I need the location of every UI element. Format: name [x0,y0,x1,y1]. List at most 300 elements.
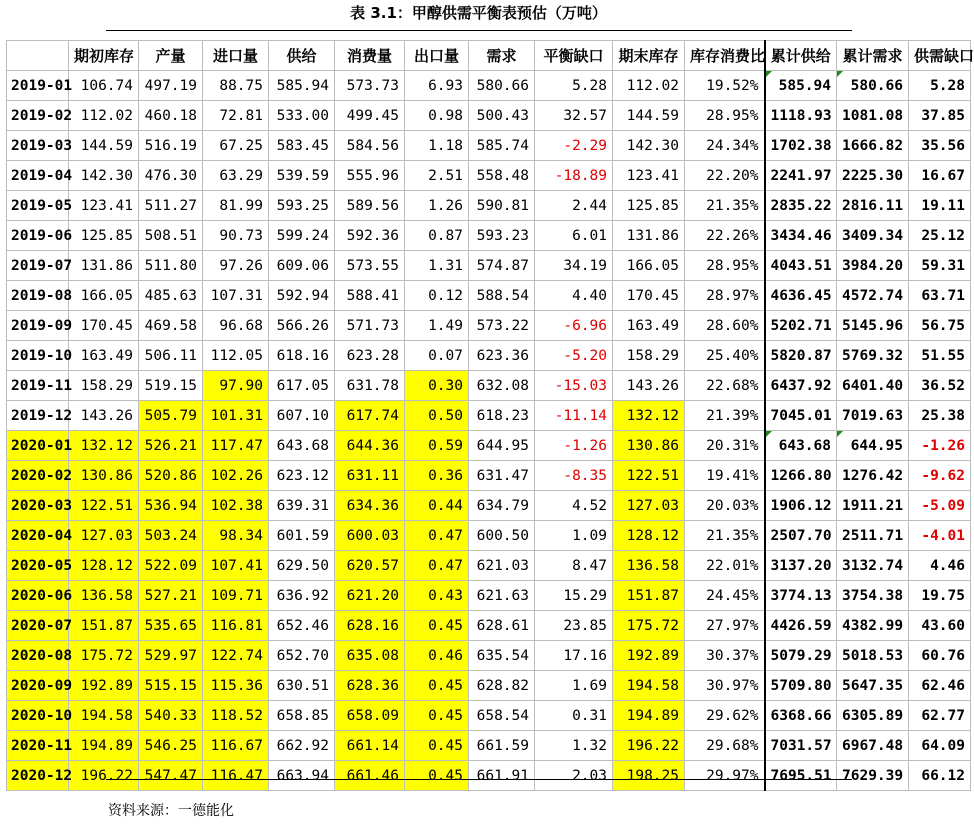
row-date: 2020-11 [7,731,69,761]
table-cell: 151.87 [69,611,139,641]
table-cell: 0.45 [405,731,469,761]
table-cell: 540.33 [139,701,203,731]
table-cell: 127.03 [69,521,139,551]
table-cell: 175.72 [69,641,139,671]
table-cell: 0.12 [405,281,469,311]
table-cell: 652.46 [269,611,335,641]
table-cell: 144.59 [613,101,685,131]
table-cell: 123.41 [613,161,685,191]
column-header: 消费量 [335,41,405,71]
table-cell: 28.95% [685,101,765,131]
table-cell: 644.95 [837,431,909,461]
table-cell: 30.37% [685,641,765,671]
table-cell: 23.85 [535,611,613,641]
table-cell: 158.29 [613,341,685,371]
table-cell: 163.49 [613,311,685,341]
row-date: 2019-01 [7,71,69,101]
table-cell: 19.52% [685,71,765,101]
table-cell: 170.45 [69,311,139,341]
column-header: 库存消费比 [685,41,765,71]
table-cell: 132.12 [613,401,685,431]
table-cell: 194.58 [613,671,685,701]
table-cell: 192.89 [613,641,685,671]
table-cell: 663.94 [269,761,335,791]
table-cell: 4.52 [535,491,613,521]
table-row [7,221,971,251]
table-cell: 5.28 [909,71,971,101]
table-cell: 128.12 [613,521,685,551]
table-cell: 574.87 [469,251,535,281]
table-cell: 22.26% [685,221,765,251]
table-cell: 661.14 [335,731,405,761]
table-row [7,611,971,641]
table-cell: 508.51 [139,221,203,251]
table-row [7,131,971,161]
table-row [7,401,971,431]
table-cell: 658.85 [269,701,335,731]
table-cell: 607.10 [269,401,335,431]
table-cell: 194.58 [69,701,139,731]
table-cell: 143.26 [69,401,139,431]
table-cell: 583.45 [269,131,335,161]
table-cell: 7019.63 [837,401,909,431]
table-cell: 644.36 [335,431,405,461]
table-cell: 558.48 [469,161,535,191]
table-cell: 59.31 [909,251,971,281]
table-cell: 194.89 [69,731,139,761]
bottom-rule [106,779,852,780]
table-cell: 116.47 [203,761,269,791]
table-cell: 136.58 [69,581,139,611]
table-cell: 1276.42 [837,461,909,491]
table-cell: 0.87 [405,221,469,251]
table-cell: 547.47 [139,761,203,791]
table-cell: 62.77 [909,701,971,731]
table-cell: 81.99 [203,191,269,221]
table-cell: 15.29 [535,581,613,611]
table-cell: 19.75 [909,581,971,611]
table-cell: 20.03% [685,491,765,521]
table-cell: -8.35 [535,461,613,491]
table-cell: 3132.74 [837,551,909,581]
table-cell: 0.44 [405,491,469,521]
table-cell: 628.82 [469,671,535,701]
table-cell: 5709.80 [765,671,837,701]
table-cell: 28.95% [685,251,765,281]
table-cell: 5079.29 [765,641,837,671]
table-cell: 573.55 [335,251,405,281]
table-cell: 580.66 [469,71,535,101]
table-cell: 22.20% [685,161,765,191]
table-cell: 2835.22 [765,191,837,221]
table-cell: 4636.45 [765,281,837,311]
table-cell: 101.31 [203,401,269,431]
table-cell: 643.68 [269,431,335,461]
table-cell: 64.09 [909,731,971,761]
supply-demand-table [6,40,974,791]
table-cell: 131.86 [69,251,139,281]
column-header: 期末库存 [613,41,685,71]
table-cell: 511.80 [139,251,203,281]
table-cell: 1081.08 [837,101,909,131]
table-cell: 29.68% [685,731,765,761]
table-cell: 585.94 [765,71,837,101]
table-cell: 5647.35 [837,671,909,701]
table-body [7,71,971,791]
table-cell: 593.23 [469,221,535,251]
table-cell: 592.36 [335,221,405,251]
table-cell: 32.57 [535,101,613,131]
table-cell: 7031.57 [765,731,837,761]
table-cell: 22.68% [685,371,765,401]
table-cell: 130.86 [69,461,139,491]
table-cell: 56.75 [909,311,971,341]
table-cell: 0.50 [405,401,469,431]
row-date: 2020-03 [7,491,69,521]
table-cell: 658.54 [469,701,535,731]
table-cell: 17.16 [535,641,613,671]
table-cell: 125.85 [613,191,685,221]
table-cell: 589.56 [335,191,405,221]
row-date: 2019-12 [7,401,69,431]
row-date: 2020-02 [7,461,69,491]
table-cell: 128.12 [69,551,139,581]
table-cell: 136.58 [613,551,685,581]
table-cell: 28.97% [685,281,765,311]
table-cell: 0.45 [405,761,469,791]
table-cell: 25.12 [909,221,971,251]
table-cell: 25.38 [909,401,971,431]
table-cell: 67.25 [203,131,269,161]
table-cell: 25.40% [685,341,765,371]
table-row [7,191,971,221]
row-date: 2019-04 [7,161,69,191]
table-cell: 6967.48 [837,731,909,761]
column-header: 累计需求 [837,41,909,71]
table-cell: 196.22 [613,731,685,761]
table-cell: 122.51 [613,461,685,491]
table-cell: 131.86 [613,221,685,251]
table-row [7,431,971,461]
table-cell: 566.26 [269,311,335,341]
table-row [7,581,971,611]
table-cell: 43.60 [909,611,971,641]
table-cell: 0.59 [405,431,469,461]
table-cell: 2225.30 [837,161,909,191]
table-cell: 636.92 [269,581,335,611]
column-header [7,41,69,71]
table-cell: 130.86 [613,431,685,461]
table-cell: -9.62 [909,461,971,491]
table-cell: 3409.34 [837,221,909,251]
row-date: 2019-03 [7,131,69,161]
row-date: 2019-02 [7,101,69,131]
table-cell: 0.46 [405,641,469,671]
table-cell: 163.49 [69,341,139,371]
table-cell: 5145.96 [837,311,909,341]
table-cell: 639.31 [269,491,335,521]
table-cell: 1.32 [535,731,613,761]
table-row [7,551,971,581]
table-cell: 151.87 [613,581,685,611]
table-cell: 5769.32 [837,341,909,371]
table-cell: 21.35% [685,191,765,221]
table-cell: 102.38 [203,491,269,521]
table-cell: 107.31 [203,281,269,311]
table-row [7,281,971,311]
column-header: 累计供给 [765,41,837,71]
table-cell: 618.16 [269,341,335,371]
row-date: 2019-08 [7,281,69,311]
table-cell: 22.01% [685,551,765,581]
table-cell: 644.95 [469,431,535,461]
table-cell: 62.46 [909,671,971,701]
table-cell: 600.50 [469,521,535,551]
table-cell: 497.19 [139,71,203,101]
table-cell: 460.18 [139,101,203,131]
table-cell: 600.03 [335,521,405,551]
table-cell: 2.44 [535,191,613,221]
table-cell: 123.41 [69,191,139,221]
table-cell: 630.51 [269,671,335,701]
table-cell: 634.36 [335,491,405,521]
table-cell: 3984.20 [837,251,909,281]
table-cell: 88.75 [203,71,269,101]
table-cell: 662.92 [269,731,335,761]
table-cell: 0.07 [405,341,469,371]
row-date: 2020-05 [7,551,69,581]
table-cell: 526.21 [139,431,203,461]
table-row [7,71,971,101]
table-cell: 19.41% [685,461,765,491]
table-cell: 98.34 [203,521,269,551]
top-rule [106,30,852,31]
table-cell: 0.43 [405,581,469,611]
table-cell: 6437.92 [765,371,837,401]
table-cell: 2.03 [535,761,613,791]
column-header: 进口量 [203,41,269,71]
table-cell: 125.85 [69,221,139,251]
table-cell: 35.56 [909,131,971,161]
table-cell: -11.14 [535,401,613,431]
column-header: 期初库存 [69,41,139,71]
table-cell: 7695.51 [765,761,837,791]
table-cell: 3137.20 [765,551,837,581]
table-cell: 628.16 [335,611,405,641]
table-cell: 618.23 [469,401,535,431]
table-cell: 2816.11 [837,191,909,221]
table-cell: 19.11 [909,191,971,221]
table-cell: 621.03 [469,551,535,581]
table-cell: 16.67 [909,161,971,191]
column-header: 出口量 [405,41,469,71]
table-cell: 1666.82 [837,131,909,161]
table-cell: 115.36 [203,671,269,701]
table-cell: 24.34% [685,131,765,161]
table-row [7,521,971,551]
column-header: 需求 [469,41,535,71]
table-cell: 66.12 [909,761,971,791]
table-cell: 593.25 [269,191,335,221]
table-cell: 623.36 [469,341,535,371]
table-cell: 535.65 [139,611,203,641]
column-header: 供给 [269,41,335,71]
table-cell: 29.97% [685,761,765,791]
table-cell: 194.89 [613,701,685,731]
table-cell: 573.73 [335,71,405,101]
table-row [7,491,971,521]
row-date: 2020-06 [7,581,69,611]
table-cell: 661.59 [469,731,535,761]
table-cell: 96.68 [203,311,269,341]
table-cell: 1911.21 [837,491,909,521]
table-cell: 8.47 [535,551,613,581]
table-cell: 2507.70 [765,521,837,551]
table-cell: 631.11 [335,461,405,491]
table-cell: 6401.40 [837,371,909,401]
table-cell: 5202.71 [765,311,837,341]
row-date: 2019-05 [7,191,69,221]
table-row [7,761,971,791]
table-cell: 4572.74 [837,281,909,311]
table-cell: 0.98 [405,101,469,131]
table-row [7,101,971,131]
table-cell: 142.30 [69,161,139,191]
table-cell: 72.81 [203,101,269,131]
table-cell: 97.90 [203,371,269,401]
table-cell: 170.45 [613,281,685,311]
table-cell: 0.47 [405,521,469,551]
table-cell: 516.19 [139,131,203,161]
table-cell: 536.94 [139,491,203,521]
table-row [7,641,971,671]
table-cell: 533.00 [269,101,335,131]
table-cell: 3434.46 [765,221,837,251]
table-cell: 166.05 [613,251,685,281]
row-date: 2019-10 [7,341,69,371]
source-note: 资料来源：一德能化 [108,803,234,819]
table-cell: -1.26 [535,431,613,461]
column-header: 供需缺口 [909,41,971,71]
row-date: 2020-04 [7,521,69,551]
table-cell: 6368.66 [765,701,837,731]
row-date: 2020-12 [7,761,69,791]
table-cell: 21.35% [685,521,765,551]
table-cell: -6.96 [535,311,613,341]
table-cell: -5.09 [909,491,971,521]
table-cell: 6.01 [535,221,613,251]
table-cell: 522.09 [139,551,203,581]
column-header: 产量 [139,41,203,71]
table-cell: 590.81 [469,191,535,221]
row-date: 2019-09 [7,311,69,341]
column-header: 平衡缺口 [535,41,613,71]
table-cell: 1.49 [405,311,469,341]
table-cell: 617.05 [269,371,335,401]
table-cell: 617.74 [335,401,405,431]
table-cell: 476.30 [139,161,203,191]
table-cell: 0.31 [535,701,613,731]
table-cell: 628.36 [335,671,405,701]
table-cell: 1.31 [405,251,469,281]
table-cell: 5.28 [535,71,613,101]
table-cell: 60.76 [909,641,971,671]
table-cell: 2241.97 [765,161,837,191]
table-cell: -4.01 [909,521,971,551]
table-cell: 631.78 [335,371,405,401]
table-cell: 527.21 [139,581,203,611]
table-cell: 499.45 [335,101,405,131]
table-cell: 97.26 [203,251,269,281]
table-cell: 506.11 [139,341,203,371]
table-cell: 112.02 [69,101,139,131]
header-row [7,41,971,71]
row-date: 2019-07 [7,251,69,281]
table-cell: 30.97% [685,671,765,701]
table-cell: 20.31% [685,431,765,461]
table-cell: 609.06 [269,251,335,281]
table-cell: 63.71 [909,281,971,311]
table-cell: 102.26 [203,461,269,491]
table-cell: 661.46 [335,761,405,791]
table-row [7,251,971,281]
table-cell: 1906.12 [765,491,837,521]
table-cell: 1118.93 [765,101,837,131]
table-cell: -1.26 [909,431,971,461]
table-cell: 571.73 [335,311,405,341]
table-cell: 635.54 [469,641,535,671]
table-cell: 632.08 [469,371,535,401]
table-row [7,371,971,401]
table-cell: 117.47 [203,431,269,461]
table-cell: 585.94 [269,71,335,101]
table-row [7,671,971,701]
table-cell: 599.24 [269,221,335,251]
table-cell: 485.63 [139,281,203,311]
table-cell: 29.62% [685,701,765,731]
table-cell: 634.79 [469,491,535,521]
table-cell: 623.12 [269,461,335,491]
table-cell: 122.51 [69,491,139,521]
table-cell: 142.30 [613,131,685,161]
table-cell: 520.86 [139,461,203,491]
table-cell: 118.52 [203,701,269,731]
table-title: 表 3.1：甲醇供需平衡表预估（万吨） [350,4,607,22]
table-cell: 1702.38 [765,131,837,161]
table-cell: 116.67 [203,731,269,761]
table-row [7,311,971,341]
table-cell: 500.43 [469,101,535,131]
table-cell: 1.69 [535,671,613,701]
table-cell: 573.22 [469,311,535,341]
table-cell: 192.89 [69,671,139,701]
table-cell: 6305.89 [837,701,909,731]
table-cell: 592.94 [269,281,335,311]
table-cell: 621.63 [469,581,535,611]
table-cell: 1.18 [405,131,469,161]
table-cell: 515.15 [139,671,203,701]
row-date: 2019-06 [7,221,69,251]
table-cell: 4426.59 [765,611,837,641]
table-cell: 4043.51 [765,251,837,281]
table-cell: 132.12 [69,431,139,461]
table-row [7,701,971,731]
table-cell: 546.25 [139,731,203,761]
table-cell: 584.56 [335,131,405,161]
table-cell: 3774.13 [765,581,837,611]
table-row [7,461,971,491]
table-cell: 658.09 [335,701,405,731]
